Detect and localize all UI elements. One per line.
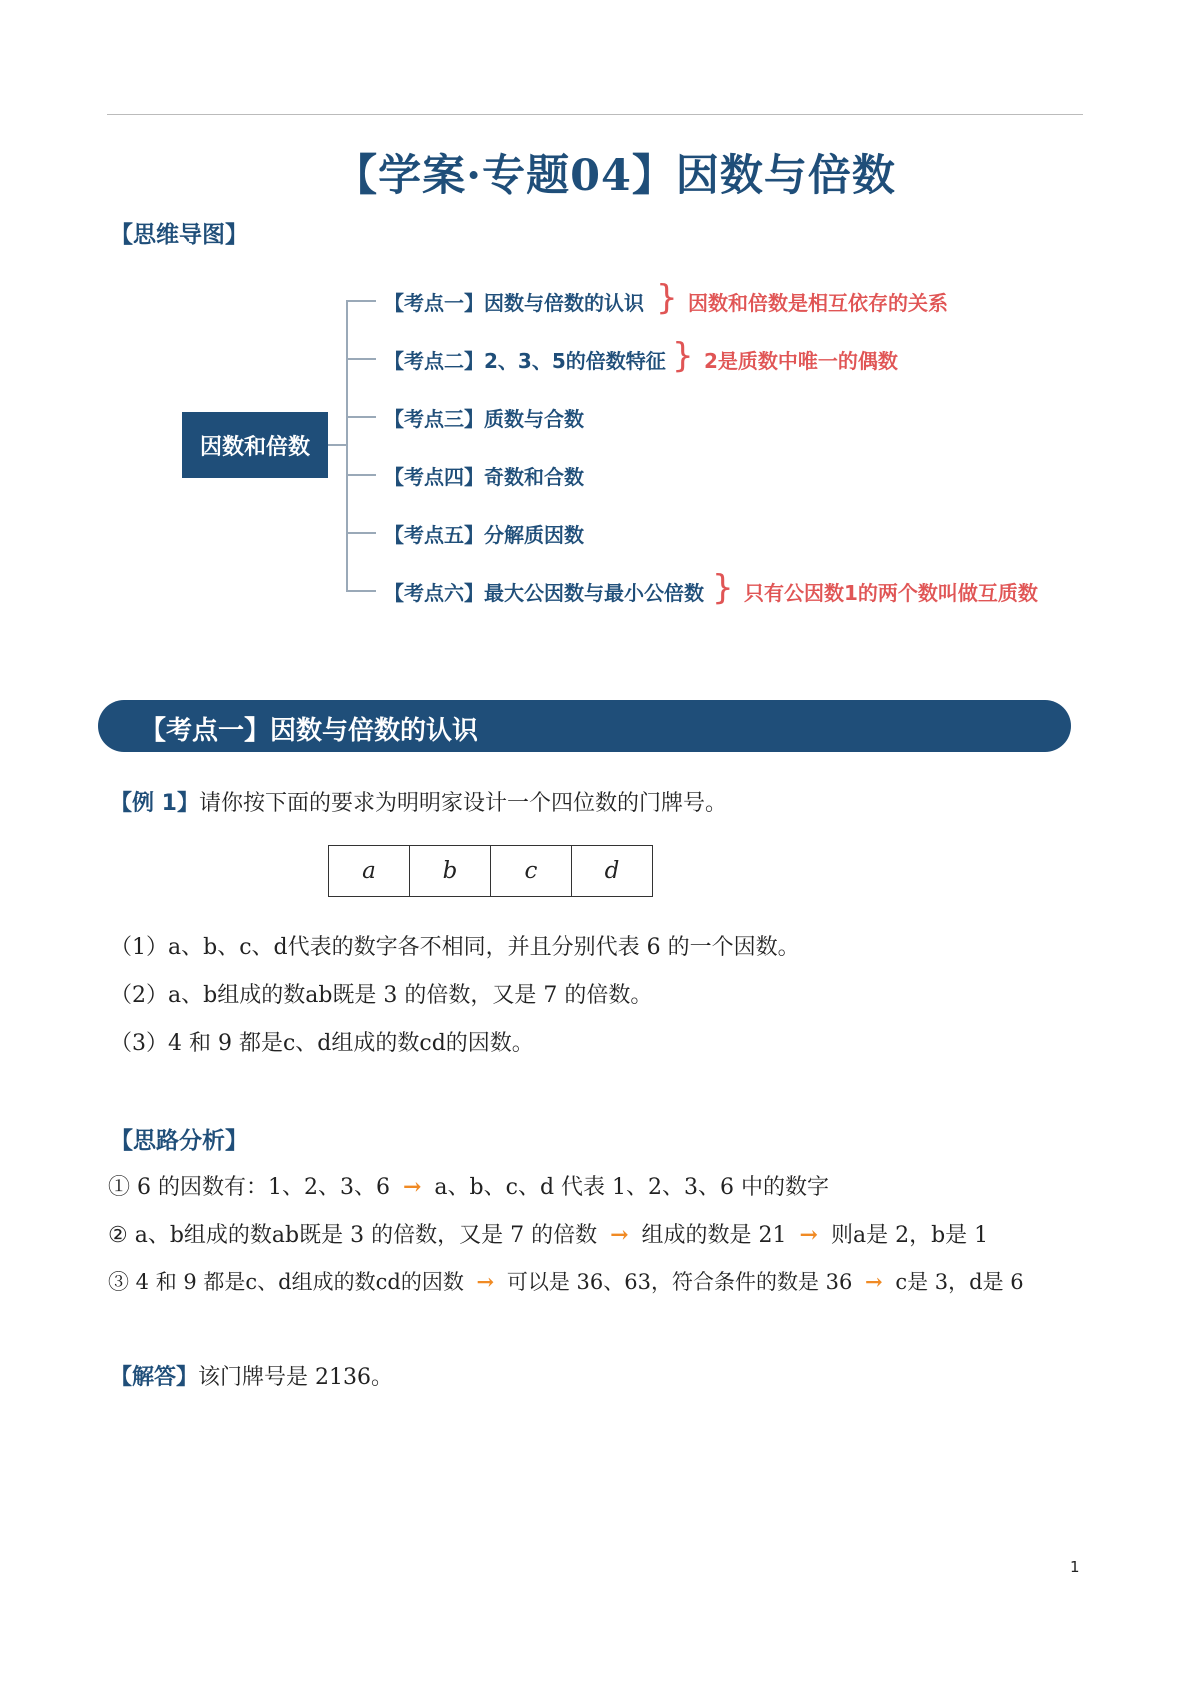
step-text: ① 6 的因数有：1、2、3、6 bbox=[108, 1175, 390, 1200]
arrow-icon: → bbox=[402, 1174, 422, 1200]
mindmap-brace-2: } bbox=[672, 336, 694, 376]
condition-1: （1）a、b、c、d代表的数字各不相同，并且分别代表 6 的一个因数。 bbox=[110, 935, 800, 960]
mindmap-item-6: 【考点六】最大公因数与最小公倍数 bbox=[384, 581, 704, 605]
header-rule bbox=[107, 114, 1083, 115]
mindmap-item-3: 【考点三】质数与合数 bbox=[384, 407, 584, 431]
mindmap-branch-3 bbox=[346, 416, 376, 418]
condition-3: （3）4 和 9 都是c、d组成的数cd的因数。 bbox=[110, 1031, 534, 1056]
section-title: 【考点一】因数与倍数的认识 bbox=[140, 716, 479, 746]
step-text: 可以是 36、63，符合条件的数是 36 bbox=[506, 1270, 853, 1294]
mindmap-root: 因数和倍数 bbox=[182, 412, 328, 478]
mindmap-label: 【思维导图】 bbox=[110, 222, 248, 248]
mindmap-item-2: 【考点二】2、3、5的倍数特征 bbox=[384, 349, 666, 373]
digit-cell: d bbox=[572, 846, 653, 897]
mindmap-branch-6 bbox=[346, 590, 376, 592]
mindmap-connector bbox=[328, 444, 346, 446]
condition-2: （2）a、b组成的数ab既是 3 的倍数，又是 7 的倍数。 bbox=[110, 983, 653, 1008]
mindmap-branch-4 bbox=[346, 474, 376, 476]
step-text: 组成的数是 21 bbox=[641, 1223, 787, 1248]
answer-text: 该门牌号是 2136。 bbox=[198, 1365, 393, 1390]
step-text: 则a是 2，b是 1 bbox=[830, 1223, 989, 1248]
section-banner bbox=[98, 700, 1071, 752]
mindmap-branch-2 bbox=[346, 358, 376, 360]
document-title: 【学案·专题04】因数与倍数 bbox=[334, 151, 896, 201]
example-text: 请你按下面的要求为明明家设计一个四位数的门牌号。 bbox=[198, 791, 727, 816]
mindmap-item-1: 【考点一】因数与倍数的认识 bbox=[384, 291, 644, 315]
mindmap-branch-5 bbox=[346, 532, 376, 534]
mindmap-item-5: 【考点五】分解质因数 bbox=[384, 523, 584, 547]
digit-cell: c bbox=[491, 846, 572, 897]
arrow-icon: → bbox=[476, 1269, 495, 1294]
page-number: 1 bbox=[1070, 1558, 1080, 1576]
answer-label: 【解答】 bbox=[110, 1365, 199, 1390]
answer-line bbox=[110, 1360, 393, 1391]
mindmap-note-6: 只有公因数1的两个数叫做互质数 bbox=[744, 581, 1038, 605]
digit-cell: a bbox=[329, 846, 410, 897]
mindmap-trunk bbox=[346, 300, 348, 590]
mindmap-item-4: 【考点四】奇数和合数 bbox=[384, 465, 584, 489]
step-text: ③ 4 和 9 都是c、d组成的数cd的因数 bbox=[108, 1270, 464, 1294]
step-text: c是 3，d是 6 bbox=[895, 1270, 1024, 1294]
mindmap-note-2: 2是质数中唯一的偶数 bbox=[704, 349, 898, 373]
step-text: ② a、b组成的数ab既是 3 的倍数，又是 7 的倍数 bbox=[108, 1223, 598, 1248]
analysis-label: 【思路分析】 bbox=[110, 1128, 248, 1154]
arrow-icon: → bbox=[865, 1269, 883, 1294]
digit-cell: b bbox=[410, 846, 491, 897]
mindmap-branch-1 bbox=[346, 300, 376, 302]
mindmap-brace-6: } bbox=[712, 568, 734, 608]
mindmap-note-1: 因数和倍数是相互依存的关系 bbox=[688, 291, 948, 315]
example-line bbox=[110, 786, 727, 817]
analysis-step-2 bbox=[108, 1218, 988, 1249]
mindmap-brace-1: } bbox=[656, 278, 678, 318]
analysis-step-1 bbox=[108, 1170, 829, 1201]
analysis-step-3 bbox=[108, 1266, 1024, 1296]
example-label: 【例 1】 bbox=[110, 791, 199, 816]
arrow-icon: → bbox=[610, 1222, 629, 1248]
step-text: a、b、c、d 代表 1、2、3、6 中的数字 bbox=[434, 1175, 829, 1200]
digit-table bbox=[328, 845, 653, 897]
arrow-icon: → bbox=[799, 1222, 818, 1248]
